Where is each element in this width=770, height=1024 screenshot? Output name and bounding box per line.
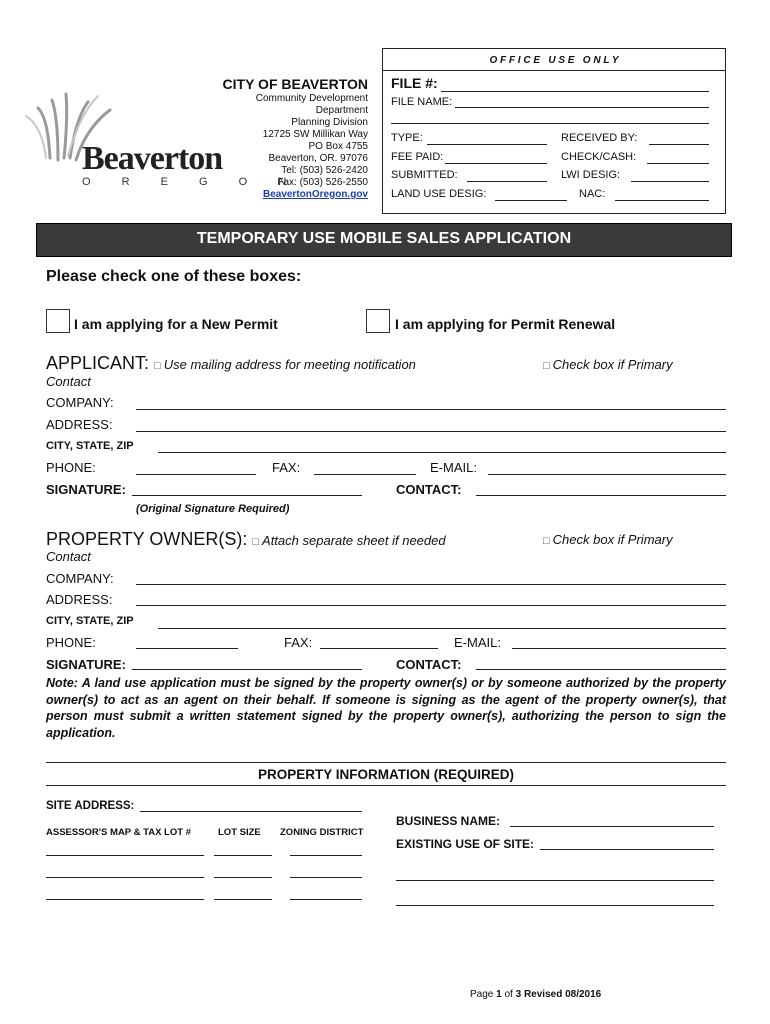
zoning-line-3[interactable] [290,899,362,900]
applicant-email-label: E-MAIL: [430,460,477,475]
site-address-label: SITE ADDRESS: [46,800,135,812]
attach-checkbox[interactable]: □ [252,536,260,548]
file-number-line[interactable] [441,91,709,92]
owner-fax-label: FAX: [284,635,313,650]
applicant-contact-word: Contact [46,374,91,389]
property-heading: PROPERTY INFORMATION (REQUIRED) [257,767,514,782]
property-rule-bottom [46,785,726,786]
address-line: 12725 SW Millikan Way [262,129,368,140]
applicant-company-line[interactable] [136,409,726,410]
land-use-desig-label: LAND USE DESIG: [391,188,487,200]
form-title: TEMPORARY USE MOBILE SALES APPLICATION [196,230,572,247]
owner-phone-line[interactable] [136,648,238,649]
page-prefix: Page [470,989,494,1000]
owner-heading: PROPERTY OWNER(S): [46,529,248,549]
applicant-csz-line[interactable] [158,452,726,453]
logo-word: Beaverton [82,140,223,177]
owner-csz-line[interactable] [158,628,726,629]
site-address-line[interactable] [140,811,362,812]
owner-contact-word: Contact [46,549,91,564]
page-number: 1 [496,989,502,1000]
lot-size-label: LOT SIZE [218,827,261,838]
address-line: Tel: (503) 526-2420 [281,165,368,176]
lwi-desig-label: LWI DESIG: [561,169,621,181]
lwi-desig-line[interactable] [631,181,709,182]
owner-address-label: ADDRESS: [46,592,113,607]
received-by-line[interactable] [649,144,709,145]
mailing-checkbox[interactable]: □ [154,360,161,372]
lot-size-line-2[interactable] [214,877,272,878]
page-total: 3 [515,989,522,1000]
owner-contact-line[interactable] [476,669,726,670]
owner-company-line[interactable] [136,584,726,585]
nac-label: NAC: [579,188,606,200]
attach-label: Attach separate sheet if needed [262,533,446,548]
city-address [228,93,368,201]
check-cash-line[interactable] [647,163,709,164]
office-use-title: O F F I C E U S E O N L Y [489,55,619,66]
address-line: Community Development [255,93,368,104]
applicant-contact-line[interactable] [476,495,726,496]
check-prompt: Please check one of these boxes: [46,268,302,285]
existing-use-label: EXISTING USE OF SITE: [396,837,535,851]
owner-phone-label: PHONE: [46,635,96,650]
revised-date: Revised 08/2016 [523,989,602,1000]
land-use-desig-line[interactable] [495,200,567,201]
property-rule-top [46,762,726,763]
applicant-contact-label: CONTACT: [396,482,462,497]
zoning-line-2[interactable] [290,877,362,878]
zoning-label: ZONING DISTRICT [280,827,364,838]
owner-contact-label: CONTACT: [396,657,462,672]
address-line: Beaverton, OR. 97076 [268,153,368,164]
owner-heading-row [46,529,446,550]
owner-address-line[interactable] [136,605,726,606]
applicant-primary-row [543,357,673,372]
owner-csz-label: CITY, STATE, ZIP [46,615,134,627]
new-permit-label: I am applying for a New Permit [74,316,278,332]
applicant-heading: APPLICANT: [46,353,150,373]
fee-paid-label: FEE PAID: [391,151,444,163]
nac-line[interactable] [615,200,709,201]
map-lot-line-1[interactable] [46,855,204,856]
owner-primary-label: Check box if Primary [552,532,673,547]
owner-signature-label: SIGNATURE: [46,657,126,672]
applicant-csz-label: CITY, STATE, ZIP [46,440,134,452]
mailing-label: Use mailing address for meeting notification [163,357,416,372]
city-logo [18,88,301,198]
type-line[interactable] [427,144,547,145]
address-line: Department [315,105,368,116]
office-use-box [382,48,726,214]
owner-company-label: COMPANY: [46,571,114,586]
map-lot-line-3[interactable] [46,899,204,900]
business-name-line[interactable] [510,826,714,827]
zoning-line-1[interactable] [290,855,362,856]
owner-primary-row [543,532,673,547]
page-footer [470,989,601,1000]
applicant-phone-label: PHONE: [46,460,96,475]
file-number-label: FILE #: [391,75,438,91]
owner-email-line[interactable] [512,648,726,649]
applicant-signature-label: SIGNATURE: [46,482,126,497]
address-line: Fax: (503) 526-2550 [277,177,368,188]
map-lot-label: ASSESSOR'S MAP & TAX LOT # [46,827,191,838]
lot-size-line-1[interactable] [214,855,272,856]
logo-sub: O R E G O N [82,176,301,188]
renewal-checkbox[interactable] [366,309,390,333]
website-link[interactable]: BeavertonOregon.gov [262,189,368,200]
applicant-fax-label: FAX: [272,460,301,475]
existing-use-line-3[interactable] [396,905,714,906]
received-by-label: RECEIVED BY: [561,132,638,144]
existing-use-line[interactable] [540,849,714,850]
applicant-primary-checkbox[interactable]: □ [543,360,550,372]
address-line: Planning Division [291,117,368,128]
file-name-line[interactable] [455,107,709,108]
address-line: PO Box 4755 [308,141,368,152]
check-cash-label: CHECK/CASH: [561,151,637,163]
map-lot-line-2[interactable] [46,877,204,878]
business-name-label: BUSINESS NAME: [396,814,501,828]
owner-email-label: E-MAIL: [454,635,501,650]
authorization-note: Note: A land use application must be signed by the property owner(s) or by someone authorized by the property owner(s) to act as an agent on their behalf. If someone is signing as the agent of the property owner(s), that person must submit a written statement signed by the property owner(s), authorizing the person to sign the application. [46,676,726,740]
type-label: TYPE: [391,132,423,144]
applicant-address-label: ADDRESS: [46,417,113,432]
applicant-email-line[interactable] [488,474,726,475]
applicant-primary-label: Check box if Primary [552,357,673,372]
owner-signature-line[interactable] [132,669,362,670]
title-banner [36,223,732,257]
applicant-company-label: COMPANY: [46,395,114,410]
applicant-phone-line[interactable] [136,474,256,475]
existing-use-line-2[interactable] [396,880,714,881]
submitted-label: SUBMITTED: [391,169,458,181]
applicant-fax-line[interactable] [314,474,416,475]
renewal-label: I am applying for Permit Renewal [395,316,616,332]
submitted-line[interactable] [467,181,547,182]
city-name: CITY OF BEAVERTON [222,76,368,92]
applicant-address-line[interactable] [136,431,726,432]
file-name-label: FILE NAME: [391,96,453,108]
owner-primary-checkbox[interactable]: □ [543,535,550,547]
fee-paid-line[interactable] [445,163,547,164]
applicant-signature-line[interactable] [132,495,362,496]
new-permit-checkbox[interactable] [46,309,70,333]
file-name-line-2[interactable] [391,123,709,124]
original-signature-note: (Original Signature Required) [136,503,290,515]
lot-size-line-3[interactable] [214,899,272,900]
page-of: of [504,989,513,1000]
owner-fax-line[interactable] [320,648,438,649]
applicant-heading-row [46,353,416,374]
